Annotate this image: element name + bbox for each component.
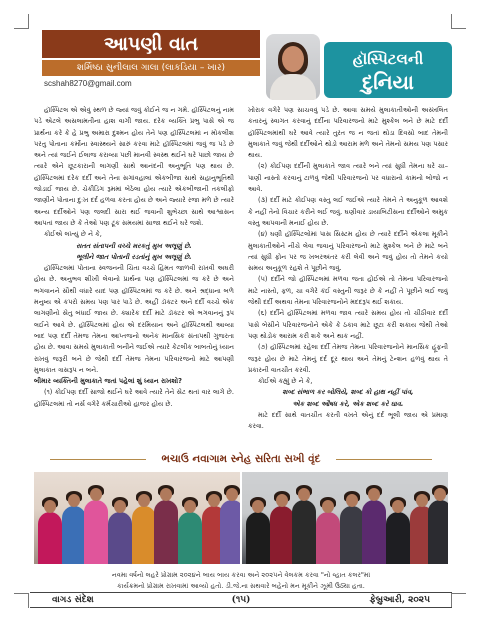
author-photo [266, 34, 320, 100]
photo-section-banner [30, 450, 452, 468]
person-figure [84, 500, 108, 564]
topic-line-1: હૉસ્પિટલની [352, 50, 424, 68]
crop-mark-bottom-right [451, 593, 466, 608]
group-photo-2 [242, 472, 448, 564]
person-figure [38, 512, 62, 564]
person-figure [154, 500, 178, 564]
photo-caption [30, 570, 452, 592]
article-paragraph: (૧) કોઈપણ દર્દી સાજો થઈને ઘરે આવે ત્યારે તેને સેટ થતાં વાર લાગે છે. હૉસ્પિટલમાં તો નર્સ વગેરે કર્મચારીઓ હાજર હોય છે. [34, 388, 234, 408]
banner-rule-right [336, 459, 432, 460]
group-photos [34, 472, 448, 564]
article-paragraph: કોઈએ લખ્યું છે ને કે, [44, 230, 102, 239]
article-paragraph: (૪) ઘણી હૉસ્પિટલોમાં પાસ સિસ્ટમ હોય છે ત્યારે દર્દીને એકલા મૂકીને મુલાકાતીઓને નીચે લેવા જવાનું પરિવારજનો માટે મુશ્કેલ બને છે માટે બને ત્યાં સુધી ફોન પર જ ખબરઅંતર કરી લેવી અને જવું હોય તો તેમને કયો સમય અનુકૂળ રહશે તે પૂછીને જવું. [248, 230, 448, 273]
photo-caption-line-2: કાર્યક્રમનો પ્રોગ્રામ રાખવામાં આવ્યો હતો. ડી.જે.ના સથવારે બહેનો મન મૂકીને ઝૂમી ઉઠ્યા હતા. [117, 582, 365, 590]
article-paragraph: (૨) કોઈપણ દર્દીની મુલાકાતે જાવ ત્યારે બને ત્યાં સુધી તેમના ઘરે ચા–પાણી નાસ્તો કરવાનું ટાળવું જેથી પરિવારજનો પર વધારાનો કામનો બોજો ન આવે. [248, 162, 448, 194]
person-figure [178, 512, 202, 564]
crop-mark-top-right [451, 14, 466, 29]
footer-issue-date: ફેબ્રુઆરી, ૨૦૨૫ [369, 595, 430, 605]
article-column-right [248, 105, 448, 445]
article-quote-line: સતત સંતાપની વચ્ચે મરકતું મુખ અલૂણું છે. [76, 241, 192, 250]
photo-caption-line-1: નવમા વર્ષનો લહરે પ્રોગ્રામ ૨૦૨૪ને બાય બાય કરવા અને ૨૦૨૫ને વેલકમ કરવા "નો વ્હાત કલર"માં [111, 571, 371, 579]
person-figure [386, 512, 410, 564]
article-paragraph: માટે દર્દી સાથે વાતચીત કરતી વખતે એનું દર્દ ભૂલી જાય એ પ્રમાણ કરવા. [248, 411, 448, 431]
article-topic-box [324, 42, 452, 98]
banner-rule-left [50, 459, 146, 460]
person-figure [292, 500, 316, 564]
person-figure [428, 500, 448, 564]
person-figure [316, 512, 340, 564]
article-body [30, 105, 452, 445]
person-figure [62, 506, 86, 564]
person-figure [108, 512, 132, 564]
article-paragraph: ખોરાક વગેરે પણ સાચવવું પડે છે. આવા સમયે મુલાકાતીઓની અસ્ખલિત કતારનું સ્વાગત કરવાનું દર્દીના પરિવારજનો માટે મુશ્કેલ બને છે માટે દર્દી હૉસ્પિટલમાંથી ઘરે આવે ત્યારે તુરંત જ ન જતાં થોડા દિવસો બાદ તેમની મુલાકાતે જવું જેથી દર્દીઓને થોડો આરામ મળે અને તેમનો સમય પણ પસાર થાય. [248, 106, 448, 160]
page-footer [30, 592, 452, 608]
topic-line-2: દુનિયા [362, 70, 414, 94]
article-paragraph: (૭) હૉસ્પિટલમાં રહેલા દર્દી તેમજ તેમના પરિવારજનોને માનસિક હૂંફની જરૂર હોય છે માટે તેમનું દર્દ દૂર થાય અને તેમનું ટેન્શન હળવું થાય તે પ્રકારની વાતચીત કરવી. [248, 343, 448, 374]
column-header [30, 30, 260, 100]
article-paragraph: કોઈએ કહ્યું છે ને કે, [258, 377, 313, 386]
crop-mark-bottom-left [14, 593, 29, 608]
magazine-page [30, 30, 452, 608]
column-title: આપણી વાત [42, 30, 260, 58]
person-figure [220, 500, 240, 564]
person-figure [246, 512, 270, 564]
footer-page-number: (૧૫) [231, 595, 251, 605]
person-figure [132, 506, 156, 564]
person-figure [340, 506, 364, 564]
article-paragraph: હૉસ્પિટલ એ એવું સ્થળ છે જ્યાં જવું કોઈને જ ન ગમે. હૉસ્પિટલનું નામ પડે એટલે અસલામતીના હાશ વાગી જાય. દરેક વ્યક્તિ પ્રભુ પાસે એ જ પ્રાર્થના કરે કે હે પ્રભુ અમારા દુશ્મન હોય તેને પણ હૉસ્પિટલમાં ન મોકલીશ પરંતુ પોતાના કર્મોના સ્વાસ્થ્યને સારું કરવા માટે હૉસ્પિટલમાં જવું જ પડે છે અને ત્યાં જઈને ઈલાજ કરાવ્યા પછી માનવી સ્વસ્થ થઈને ઘરે પાછો જાય છે ત્યારે એને છૂટકારાની લાગણી સાથે આનંદની અનુભૂતિ પણ થાય છે. હૉસ્પિટલમાં દરેક દર્દી અને તેના સગાંવહાલાં એકબીજા સાથે સહાનુભૂતિથી જોડાઈ જાય છે. ચેકીડિંગ રૂમમાં બેઠેલા હોય ત્યારે એકબીજાની તકલીફો જાણીને પોતાના દુઃખ દર્દ હળવા કરતા હોય છે અને જ્યારે રજા મળે છે ત્યારે અન્ય દર્દીઓને પણ જલદી સારા થઈ જવાની શુભેચ્છા સાથે આશ્વાસન આપતાં જાય છે કે તેઓ પણ ટૂંક સમયમાં સાજા થઈને ઘરે જશે. [34, 106, 234, 227]
author-email: scshah8270@gmail.com [44, 79, 132, 88]
author-byline: શર્મિષ્ઠા સુનીલાલ ગાલા (લાકડિયા – ખાર) [42, 60, 260, 76]
article-paragraph: (૫) દર્દીને જો હૉસ્પિટલમાં મળવા જતા હોઈએ તો તેમના પરિવારજનો માટે નાસ્તો, ફળ, ચા વગેરે કંઈ વસ્તુની જરૂર છે કે નહીં તે પૂછીને લઈ જવું જેથી દર્દી અથવા તેમના પરિવારજનોને મદદરૂપ થઈ શકાય. [248, 275, 448, 307]
article-quote-line: ભૂલીને જાત પોતાની રડતાંનું મુખ અલૂણું છે. [76, 252, 192, 261]
article-paragraph: (૩) દર્દી માટે કોઈપણ વસ્તુ લઈ જઈએ ત્યારે તેમને તે અનુકૂળ આવશે કે નહીં તેનો વિચાર કરીને લઈ જવું. ઘણીવાર ડાયાબિટીસના દર્દીઓને અમુક વસ્તુ આપવાની મનાઈ હોય છે. [248, 196, 448, 227]
article-paragraph: હૉસ્પિટલમાં પોતાના સ્વજનની ચિંતા વચ્ચે હિંમત જાળવી રાખવી અઘરી હોય છે. અનુભવ શીખી લેવાનો પ્રાર્થના પણ હૉસ્પિટલમાં જ કરે છે અને ભગવાનને સૌથી વધારે યાદ પણ હૉસ્પિટલમાં જ કરે છે. અને શ્રદ્ધાના બળે મનુષ્ય એ કપરો સમય પણ પાર પાડે છે. અહીં ડૉક્ટર અને દર્દી વચ્ચે એક લાગણીનો સેતુ બંધાઈ જાય છે. ક્યારેક દર્દી માટે ડૉક્ટર એ ભગવાનનું રૂપ લઈને આવે છે. હૉસ્પિટલમાં હોય એ દરમિયાન અને હૉસ્પિટલથી આવ્યા બાદ પણ દર્દી તેમજ તેમના આપ્તજનો અનેક માનસિક સંતાપથી ગુજરતા હોય છે. આવા સમયે મુલાકાતી બનીને જઈએ ત્યારે કેટલીક બાબતોનું ધ્યાન રાખવું જરૂરી બને છે જેથી દર્દી તેમજ તેમના પરિવારજનો માટે આપણી મુલાકાત ત્રાસરૂપ ન બને. [34, 264, 234, 374]
group-photo-1 [34, 472, 240, 564]
article-column-left [34, 105, 234, 445]
person-figure [270, 506, 294, 564]
article-quote-line: શબ્દ સંભાળ કર બોલિયે, શબ્દ કો હાથ નહીં પાંવ, [282, 388, 414, 397]
footer-publication: વાગડ સંદેશ [52, 595, 94, 605]
article-quote-line: એક શબ્દ ઔષધ કરે, એક શબ્દ કરે ઘાવ. [292, 399, 404, 408]
person-figure [362, 500, 386, 564]
crop-mark-top-left [14, 14, 29, 29]
article-subheading: બીમાર વ્યક્તિની મુલાકાતે જતાં પહેલાં શું ધ્યાન રાખશો? [34, 377, 182, 386]
banner-title: ભચાઉ નવાગામ સ્નેહ સરિતા સખી વૃંદ [161, 453, 321, 465]
article-paragraph: (૬) દર્દીને હૉસ્પિટલમાં મળવા જાવ ત્યારે સમય હોય તો ચીઠીવાર દર્દી પાસે બેસીને પરિવારજનોને એકે કે ઠકાવ માટે છૂટા કરી શકાય જેથી તેઓ પણ થોડોક આરામ કરી શકે અને થાક નહીં. [248, 309, 448, 340]
